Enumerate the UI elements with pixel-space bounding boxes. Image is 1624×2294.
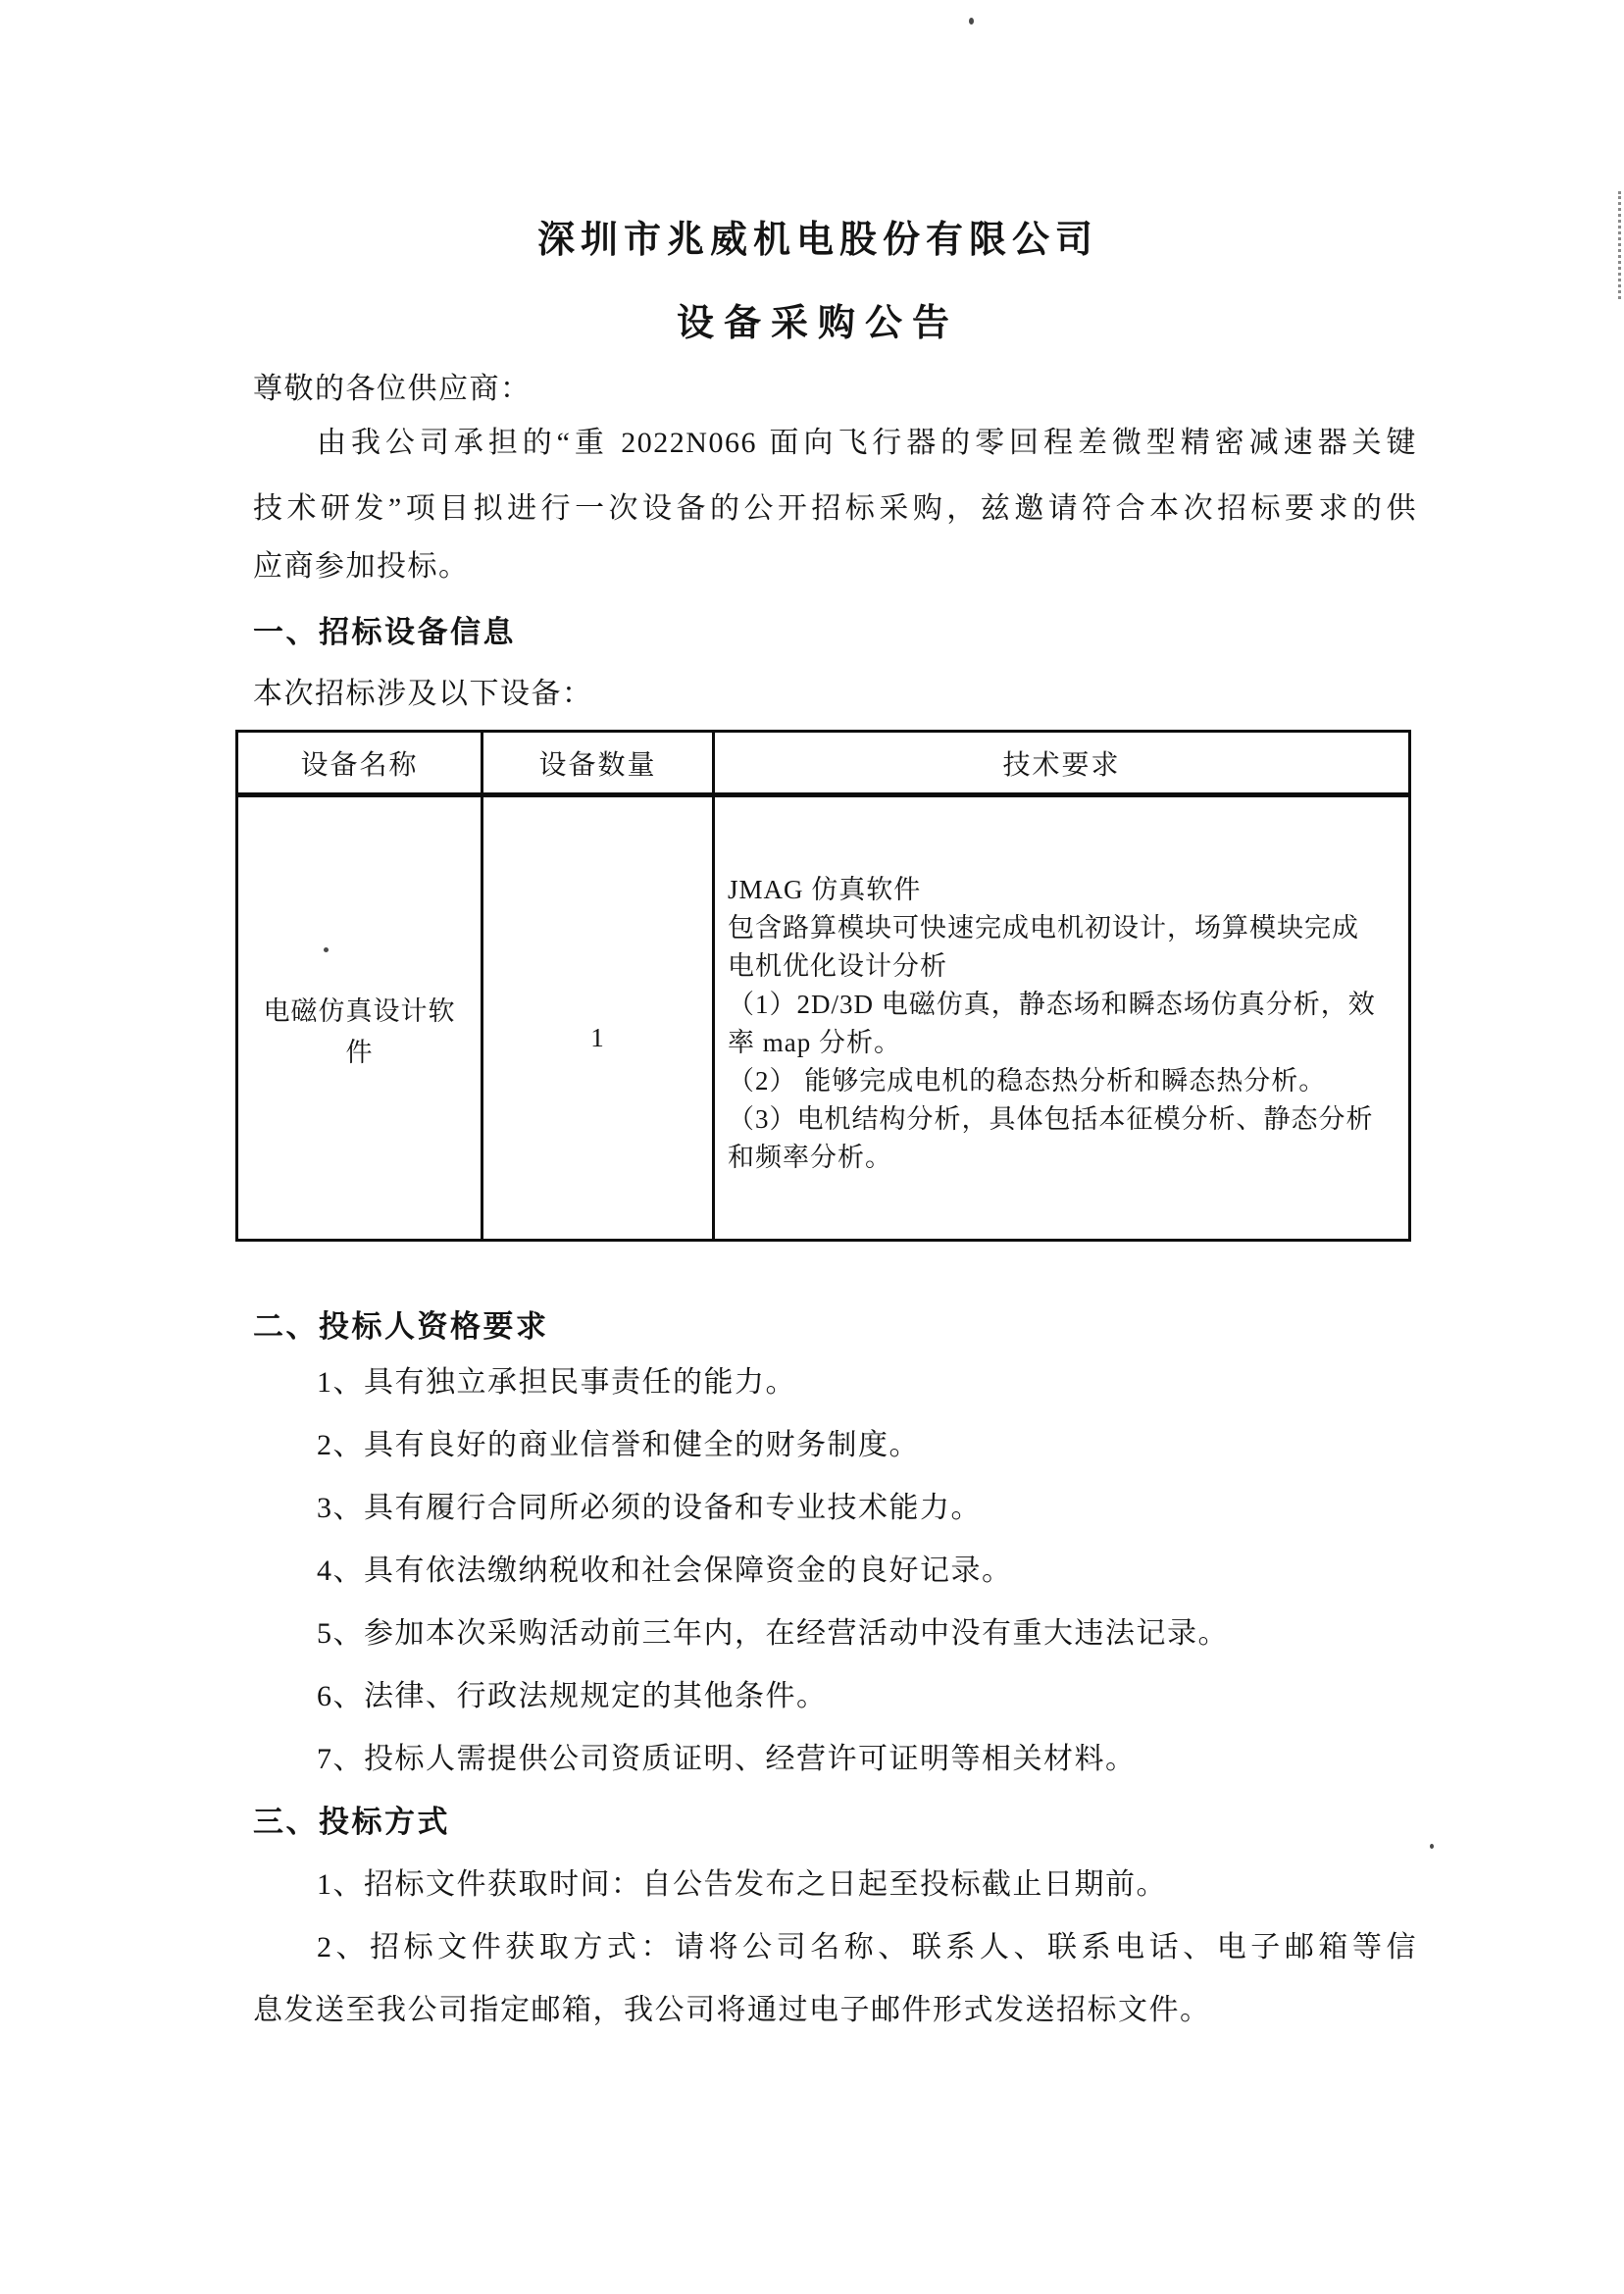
intro-line-2: 技术研发”项目拟进行一次设备的公开招标采购，兹邀请符合本次招标要求的供 xyxy=(253,492,1417,525)
intro-line-1: 由我公司承担的“重 2022N066 面向飞行器的零回程差微型精密减速器关键 xyxy=(317,427,1417,459)
company-title: 深圳市兆威机电股份有限公司 xyxy=(536,220,1098,261)
requirement-line: 电机优化设计分析 xyxy=(728,951,947,981)
requirement-line: （3）电机结构分析，具体包括本征模分析、静态分析 xyxy=(728,1104,1374,1134)
requirement-line: 和频率分析。 xyxy=(728,1143,892,1172)
section1-lead: 本次招标涉及以下设备： xyxy=(253,678,593,710)
table-header-equipment-quantity: 设备数量 xyxy=(483,733,715,792)
qualification-item-5: 5、参加本次采购活动前三年内，在经营活动中没有重大违法记录。 xyxy=(317,1617,1229,1650)
qualification-item-7: 7、投标人需提供公司资质证明、经营许可证明等相关材料。 xyxy=(317,1743,1137,1775)
qualification-item-6: 6、法律、行政法规规定的其他条件。 xyxy=(317,1680,828,1712)
technical-requirements-cell xyxy=(715,797,1408,1239)
equipment-name-line-2: 件 xyxy=(345,1038,374,1067)
bidding-method-item-2: 2、招标文件获取方式：请将公司名称、联系人、联系电话、电子邮箱等信 xyxy=(317,1931,1417,1963)
table-header-row xyxy=(238,733,1408,797)
equipment-name-cell xyxy=(238,797,483,1239)
section2-heading: 二、投标人资格要求 xyxy=(253,1309,549,1344)
table-header-equipment-name: 设备名称 xyxy=(238,733,483,792)
announcement-subtitle: 设备采购公告 xyxy=(676,303,959,344)
scan-speck xyxy=(969,18,974,25)
requirement-line: 率 map 分析。 xyxy=(728,1028,901,1057)
requirement-line: JMAG 仿真软件 xyxy=(728,875,922,904)
scan-edge-artifact xyxy=(1618,191,1621,299)
section1-heading: 一、招标设备信息 xyxy=(253,615,516,649)
salutation: 尊敬的各位供应商： xyxy=(253,373,532,405)
qualification-item-1: 1、具有独立承担民事责任的能力。 xyxy=(317,1366,796,1399)
intro-line-3: 应商参加投标。 xyxy=(253,550,470,583)
equipment-name-line-1: 电磁仿真设计软 xyxy=(263,996,456,1026)
requirement-line: （1）2D/3D 电磁仿真，静态场和瞬态场仿真分析，效 xyxy=(728,990,1376,1019)
scan-speck xyxy=(324,947,329,952)
table-header-technical-requirements: 技术要求 xyxy=(1002,749,1121,781)
equipment-table xyxy=(235,730,1411,1242)
scan-speck xyxy=(1430,1844,1434,1849)
bidding-method-item-2-continuation: 息发送至我公司指定邮箱，我公司将通过电子邮件形式发送招标文件。 xyxy=(253,1994,1211,2026)
bidding-method-item-1: 1、招标文件获取时间：自公告发布之日起至投标截止日期前。 xyxy=(317,1868,1167,1901)
qualification-item-4: 4、具有依法缴纳税收和社会保障资金的良好记录。 xyxy=(317,1555,1013,1587)
requirement-line: （2） 能够完成电机的稳态热分析和瞬态热分析。 xyxy=(728,1066,1327,1096)
qualification-item-3: 3、具有履行合同所必须的设备和专业技术能力。 xyxy=(317,1492,982,1524)
equipment-quantity-cell: 1 xyxy=(483,797,715,1239)
table-row xyxy=(238,797,1408,1239)
requirement-line: 包含路算模块可快速完成电机初设计，场算模块完成 xyxy=(728,913,1359,943)
qualification-item-2: 2、具有良好的商业信誉和健全的财务制度。 xyxy=(317,1429,920,1461)
section3-heading: 三、投标方式 xyxy=(253,1805,450,1839)
